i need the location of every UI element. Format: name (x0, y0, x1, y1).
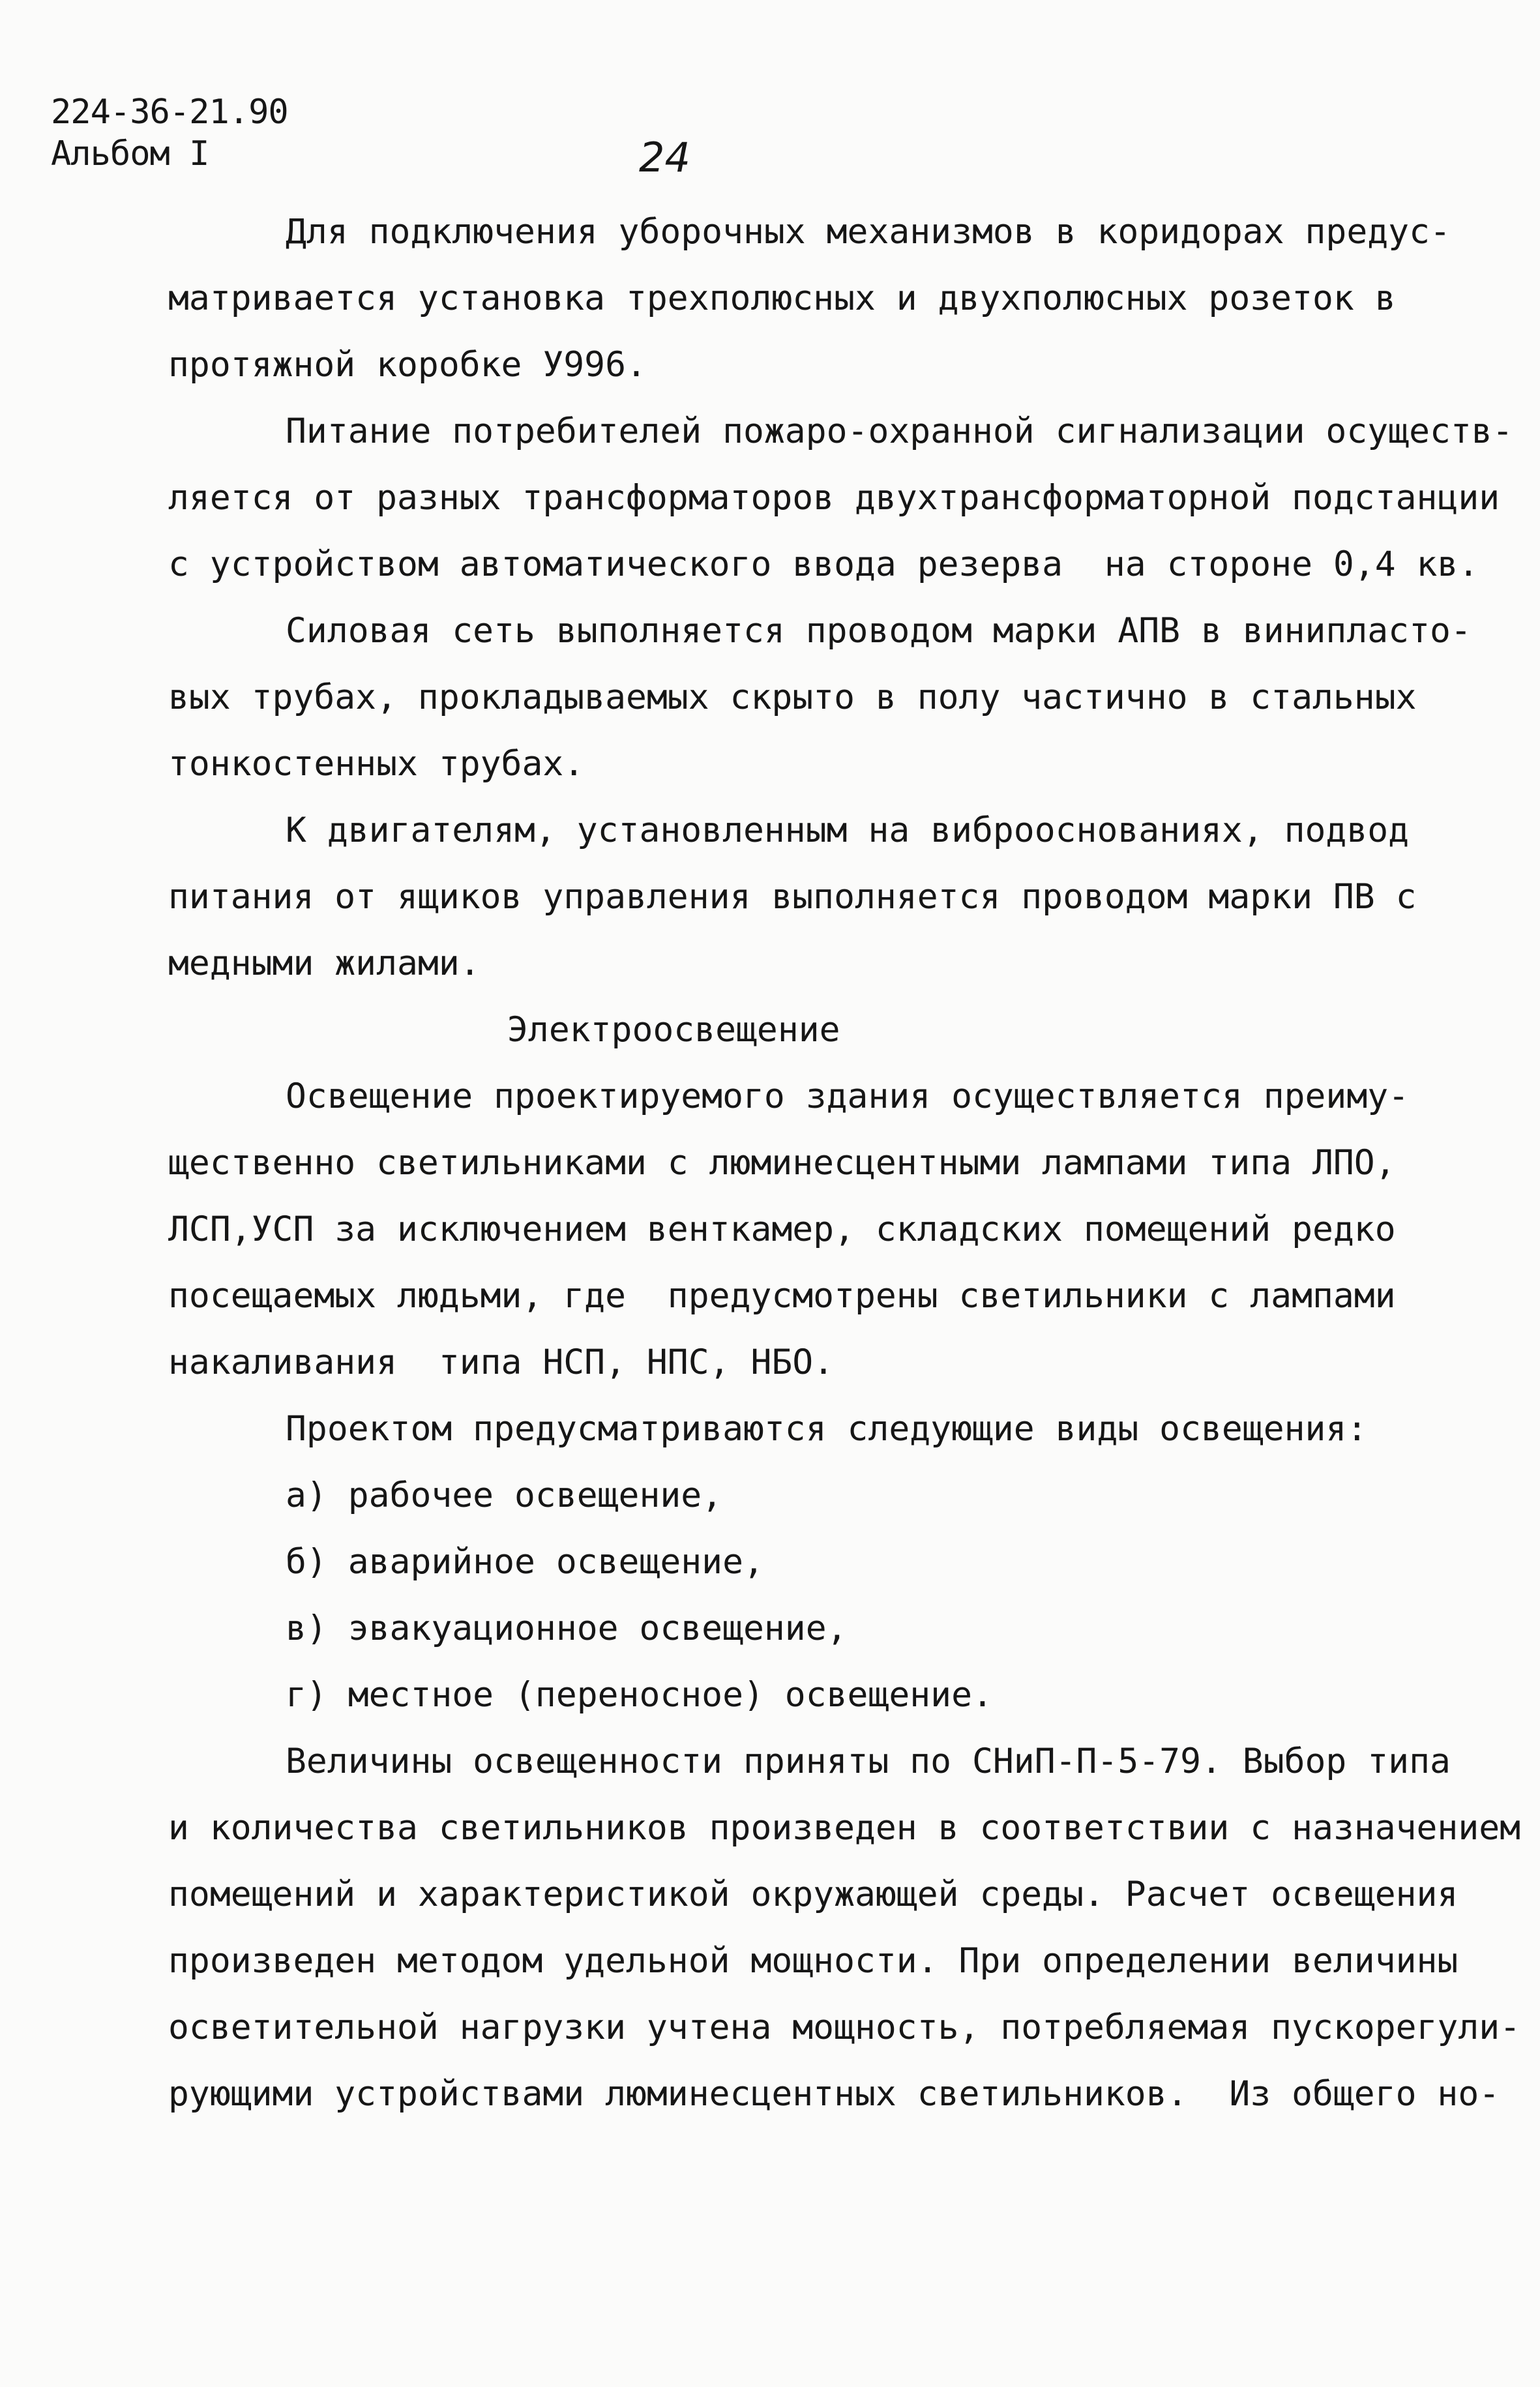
text-line: накаливания типа НСП, НПС, НБО. (168, 1342, 835, 1382)
text-line: вых трубах, прокладываемых скрыто в полу частично в стальных (168, 677, 1417, 717)
text-line: К двигателям, установленным на виброоснованиях, подвод (286, 810, 1410, 850)
text-line: рующими устройствами люминесцентных светильников. Из общего но- (168, 2074, 1500, 2114)
text-line: Величины освещенности приняты по СНиП-П-5-79. Выбор типа (286, 1742, 1451, 1781)
paragraph (168, 398, 1513, 598)
album-label: Альбом I (51, 134, 209, 173)
list-item: а) рабочее освещение, (286, 1475, 723, 1515)
paragraph (168, 199, 1466, 398)
text-line: Проектом предусматриваются следующие виды освещения: (286, 1409, 1368, 1449)
text-line: медными жилами. (168, 943, 481, 983)
list-item: б) аварийное освещение, (286, 1542, 764, 1582)
text-line: помещений и характеристикой окружающей среды. Расчет освещения (168, 1875, 1459, 1914)
text-line: осветительной нагрузки учтена мощность, потребляемая пускорегули- (168, 2008, 1521, 2047)
lighting-types-list (168, 1462, 1466, 1728)
text-line: с устройством автоматического ввода резерва на стороне 0,4 кв. (168, 544, 1479, 584)
page-number: 24 (639, 134, 690, 181)
paragraph (168, 1063, 1466, 1396)
paragraph (168, 1728, 1521, 2128)
text-line: ляется от разных трансформаторов двухтрансформаторной подстанции (168, 478, 1500, 518)
text-line: произведен методом удельной мощности. При определении величины (168, 1941, 1459, 1981)
section-heading: Электроосвещение (507, 1010, 840, 1050)
text-line: и количества светильников произведен в соответствии с назначением (168, 1808, 1521, 1848)
text-line: тонкостенных трубах. (168, 744, 585, 784)
text-line: матривается установка трехполюсных и двухполюсных розеток в (168, 278, 1396, 318)
text-line: Силовая сеть выполняется проводом марки АПВ в винипласто- (286, 611, 1472, 651)
document-code: 224-36-21.90 (51, 93, 288, 132)
text-line: протяжной коробке У996. (168, 345, 647, 385)
paragraph (168, 1396, 1466, 1462)
text-line: ЛСП,УСП за исключением венткамер, складских помещений редко (168, 1209, 1396, 1249)
text-line: щественно светильниками с люминесцентными лампами типа ЛПО, (168, 1143, 1396, 1183)
text-line: Освещение проектируемого здания осуществляется преиму- (286, 1076, 1410, 1116)
list-item: в) эвакуационное освещение, (286, 1609, 848, 1648)
document-body (168, 199, 1521, 2128)
text-line: посещаемых людьми, где предусмотрены светильники с лампами (168, 1276, 1396, 1316)
text-line: Для подключения уборочных механизмов в коридорах предус- (286, 212, 1451, 252)
text-line: Питание потребителей пожаро-охранной сигнализации осуществ- (286, 411, 1513, 451)
list-item: г) местное (переносное) освещение. (286, 1675, 993, 1715)
paragraph (168, 797, 1466, 997)
paragraph (168, 598, 1472, 797)
document-code-block (51, 91, 288, 175)
text-line: питания от ящиков управления выполняется проводом марки ПВ с (168, 877, 1417, 917)
